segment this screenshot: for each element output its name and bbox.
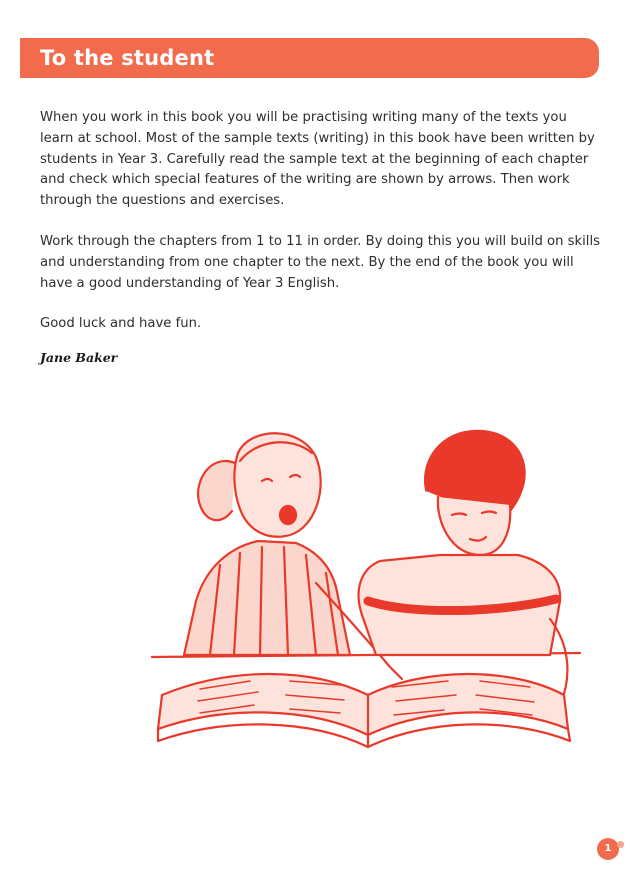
girl-mouth <box>280 506 296 524</box>
page-number-badge: 1 <box>597 838 619 860</box>
students-reading-illustration <box>140 405 590 765</box>
closing-paragraph: Good luck and have fun. <box>40 316 202 331</box>
author-signature: Jane Baker <box>40 350 118 365</box>
boy-face <box>438 497 510 555</box>
page-title: To the student <box>40 46 215 70</box>
intro-paragraph: When you work in this book you will be practising writing many of the texts you learn at school. Most of the sample texts (writing) in this book have been written by students in Year 3. Carefully read the sample text at the beginning of each chapter and check which special features of the writing are shown by arrows. Then work through the questions and exercises. <box>40 110 595 209</box>
ponytail <box>198 461 235 520</box>
instructions-paragraph: Work through the chapters from 1 to 11 in order. By doing this you will build on skills and understanding from one chapter to the next. By the end of the book you will have a good understanding of Year 3 English. <box>40 234 600 291</box>
girl-shirt <box>184 541 350 655</box>
